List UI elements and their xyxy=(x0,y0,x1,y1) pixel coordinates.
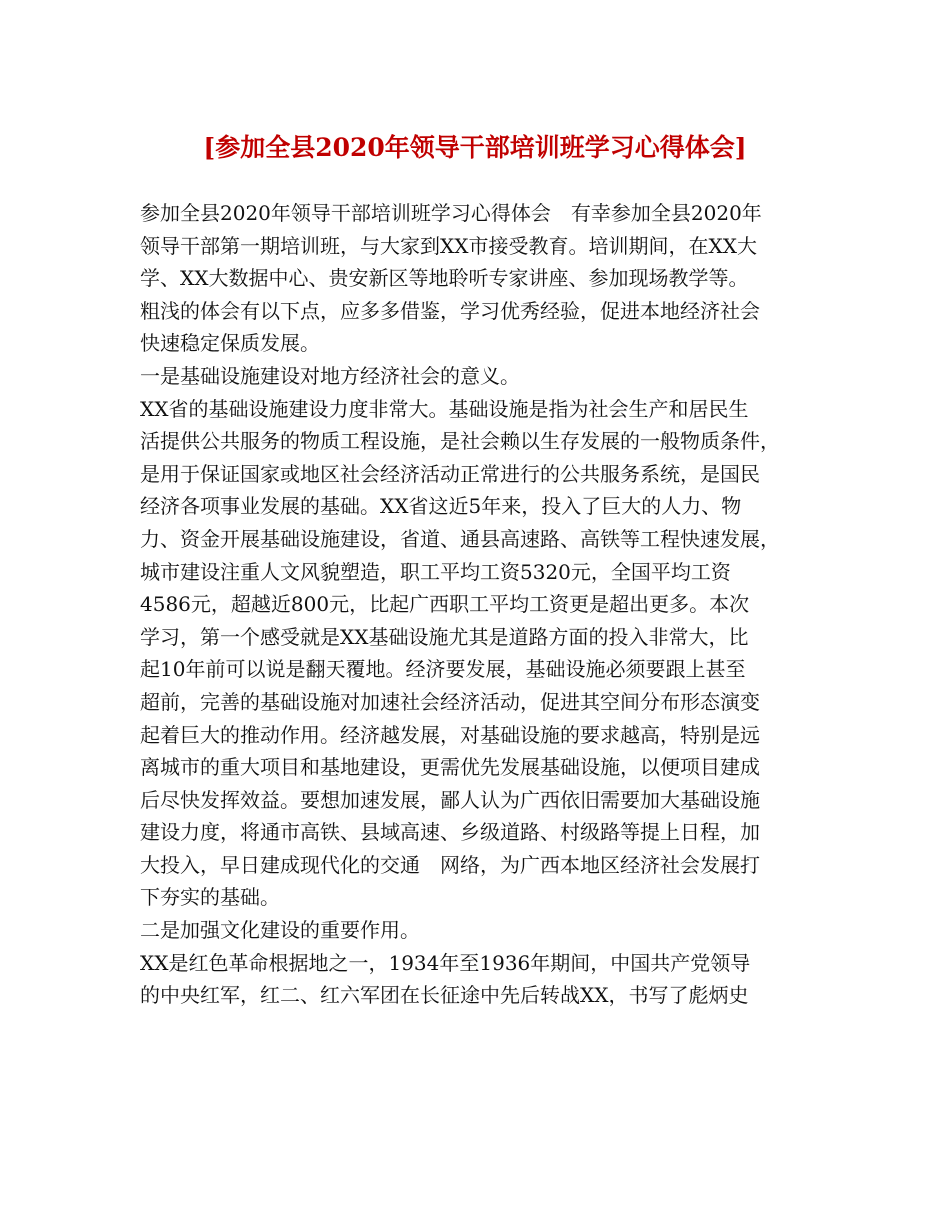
body-line: 力、资金开展基础设施建设，省道、通县高速路、高铁等工程快速发展， xyxy=(140,526,780,551)
document-body xyxy=(140,197,830,1012)
body-line: 学、XX大数据中心、贵安新区等地聆听专家讲座、参加现场教学等。 xyxy=(140,266,749,291)
body-line: 粗浅的体会有以下点，应多多借鉴，学习优秀经验，促进本地经济社会 xyxy=(140,298,760,323)
body-line: 经济各项事业发展的基础。XX省这近5年来，投入了巨大的人力、物 xyxy=(140,494,742,519)
body-line: 参加全县2020年领导干部培训班学习心得体会 有幸参加全县2020年 xyxy=(140,201,762,225)
body-line: 活提供公共服务的物质工程设施，是社会赖以生存发展的一般物质条件， xyxy=(140,429,780,454)
body-line: 城市建设注重人文风貌塑造，职工平均工资5320元，全国平均工资 xyxy=(140,559,731,584)
body-line: 建设力度，将通市高铁、县域高速、乡级道路、村级路等提上日程，加 xyxy=(140,820,760,845)
body-line: 的中央红军，红二、红六军团在长征途中先后转战XX，书写了彪炳史 xyxy=(140,983,749,1008)
body-line: 4586元，超越近800元，比起广西职工平均工资更是超出更多。本次 xyxy=(140,592,750,617)
section-heading-1: 一是基础设施建设对地方经济社会的意义。 xyxy=(140,363,520,388)
body-line: 离城市的重大项目和基地建设，更需优先发展基础设施，以便项目建成 xyxy=(140,755,760,780)
document-title: [参加全县2020年领导干部培训班学习心得体会] xyxy=(203,133,747,162)
body-line: 后尽快发挥效益。要想加速发展，鄙人认为广西依旧需要加大基础设施 xyxy=(140,787,760,812)
body-line: XX省的基础设施建设力度非常大。基础设施是指为社会生产和居民生 xyxy=(140,396,749,421)
body-line: 起着巨大的推动作用。经济越发展，对基础设施的要求越高，特别是远 xyxy=(140,722,760,747)
body-line: 领导干部第一期培训班，与大家到XX市接受教育。培训期间，在XX大 xyxy=(140,233,757,258)
body-line: 快速稳定保质发展。 xyxy=(140,331,320,356)
body-line: 是用于保证国家或地区社会经济活动正常进行的公共服务系统，是国民 xyxy=(140,461,760,486)
body-line: 起10年前可以说是翻天覆地。经济要发展，基础设施必须要跟上甚至 xyxy=(140,657,746,682)
body-line: 超前，完善的基础设施对加速社会经济活动，促进其空间分布形态演变 xyxy=(140,689,760,714)
body-line: XX是红色革命根据地之一，1934年至1936年期间，中国共产党领导 xyxy=(140,950,751,975)
section-heading-2: 二是加强文化建设的重要作用。 xyxy=(140,918,420,943)
body-line: 学习，第一个感受就是XX基础设施尤其是道路方面的投入非常大，比 xyxy=(140,624,749,649)
body-line: 下夯实的基础。 xyxy=(140,885,280,910)
body-line: 大投入，早日建成现代化的交通 网络，为广西本地区经济社会发展打 xyxy=(140,852,760,877)
